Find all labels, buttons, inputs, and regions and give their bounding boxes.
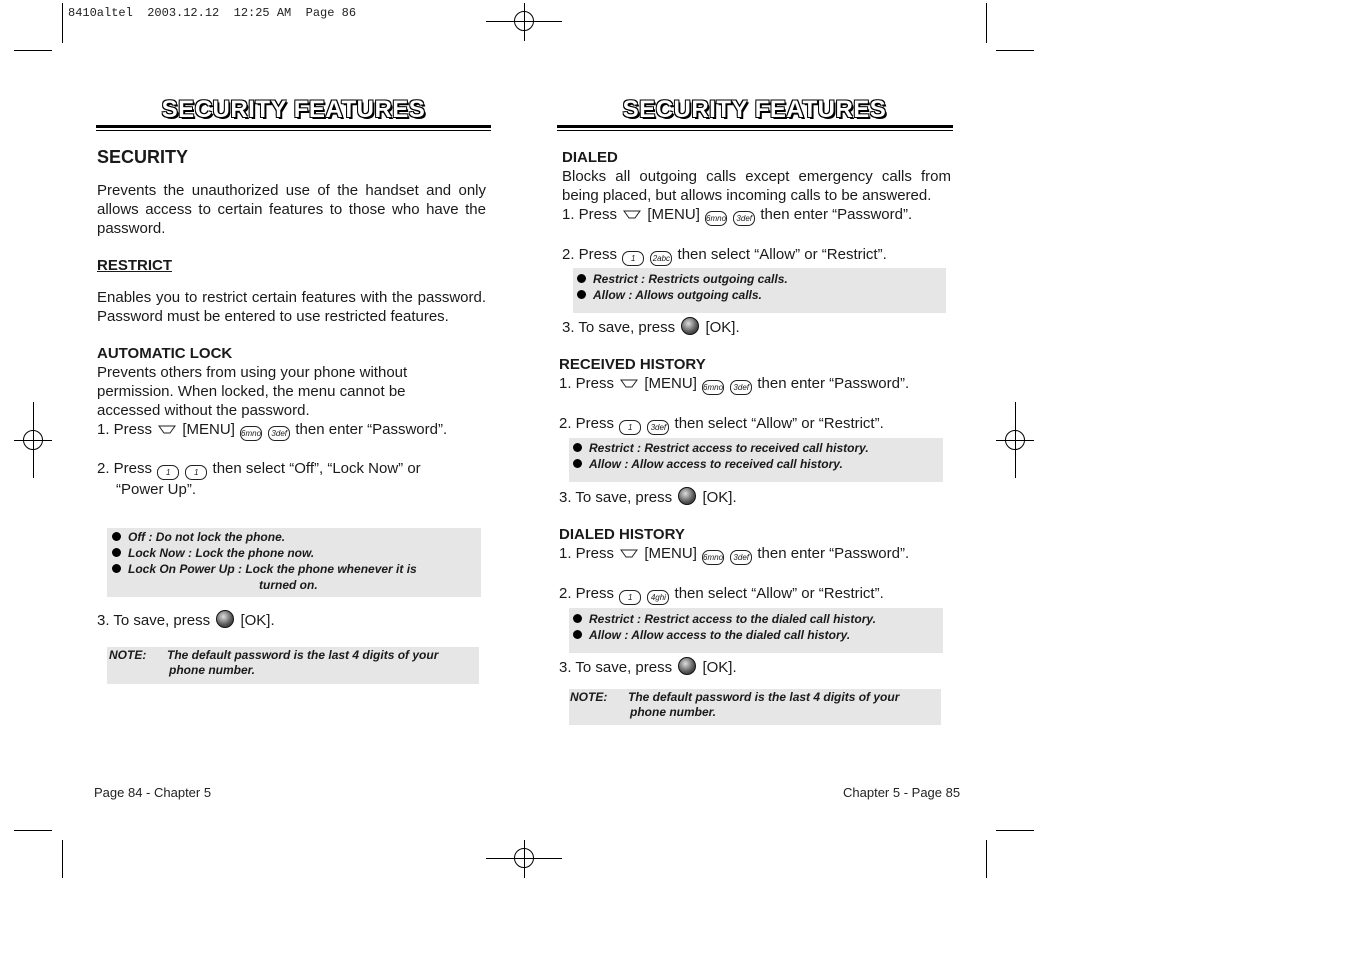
options-box xyxy=(569,608,943,653)
key-3-icon: 3def xyxy=(730,380,752,395)
key-1-icon: 1 xyxy=(185,465,207,480)
print-header: 8410altel 2003.12.12 12:25 AM Page 86 xyxy=(68,6,357,20)
section-heading: DIALED HISTORY xyxy=(559,526,685,543)
section-heading: SECURITY xyxy=(97,147,189,167)
bullet-icon xyxy=(573,614,582,623)
bullet-icon xyxy=(577,290,586,299)
note-box: NOTE: The default password is the last 4 digits of your phone number. xyxy=(569,689,941,725)
bullet-icon xyxy=(573,459,582,468)
option-item: Off : Do not lock the phone. xyxy=(107,529,481,545)
title-rule xyxy=(557,125,953,128)
page-title: SECURITY FEATURES xyxy=(161,96,426,123)
bullet-icon xyxy=(112,532,121,541)
body-text: Prevents the unauthorized use of the handset and only allows access to certain features to those who have the password. xyxy=(97,182,486,237)
title-rule xyxy=(557,130,953,131)
step-2: 2. Press 1 1 then select “Off”, “Lock Now” or “Power Up”. xyxy=(97,460,421,498)
section-heading: RECEIVED HISTORY xyxy=(559,356,706,373)
key-1-icon: 1 xyxy=(619,420,641,435)
ok-button-icon xyxy=(678,657,696,675)
body-text: Enables you to restrict certain features with the password. Password must be entered to use restricted features. xyxy=(97,289,486,325)
crop-mark xyxy=(62,3,63,43)
menu-softkey-icon xyxy=(623,210,641,220)
option-item: Allow : Allow access to the dialed call history. xyxy=(569,627,943,643)
key-3-icon: 3def xyxy=(647,420,669,435)
menu-softkey-icon xyxy=(620,379,638,389)
step-2: 2. Press 1 2abc then select “Allow” or “Restrict”. xyxy=(562,245,951,266)
option-item: Allow : Allow access to received call history. xyxy=(569,456,943,472)
bullet-icon xyxy=(573,443,582,452)
ok-button-icon xyxy=(678,487,696,505)
ok-button-icon xyxy=(216,610,234,628)
page-title: SECURITY FEATURES xyxy=(622,96,887,123)
key-4-icon: 4ghi xyxy=(647,590,669,605)
key-6-icon: 6mno xyxy=(705,211,727,226)
key-3-icon: 3def xyxy=(730,550,752,565)
crop-mark xyxy=(986,3,987,43)
key-6-icon: 6mno xyxy=(240,426,262,441)
key-1-icon: 1 xyxy=(622,251,644,266)
option-item: Lock Now : Lock the phone now. xyxy=(107,545,481,561)
crop-mark xyxy=(986,840,987,878)
step-1: 1. Press [MENU] 6mno 3def then enter “Password”. xyxy=(559,374,951,395)
bullet-icon xyxy=(577,274,586,283)
option-item: Restrict : Restrict access to received call history. xyxy=(569,440,943,456)
options-box xyxy=(569,438,943,482)
step-3: 3. To save, press [OK]. xyxy=(559,489,737,506)
crop-mark xyxy=(14,830,52,831)
registration-mark xyxy=(1005,430,1025,450)
registration-mark xyxy=(23,430,43,450)
step-2: 2. Press 1 3def then select “Allow” or “Restrict”. xyxy=(559,414,951,435)
key-1-icon: 1 xyxy=(157,465,179,480)
body-text: Prevents others from using your phone without permission. When locked, the menu cannot be accessed without the password. xyxy=(97,364,408,419)
options-box xyxy=(573,268,946,313)
step-3: 3. To save, press [OK]. xyxy=(559,659,737,676)
title-rule xyxy=(96,125,491,128)
option-item: Allow : Allows outgoing calls. xyxy=(573,287,946,303)
body-text: Blocks all outgoing calls except emergency calls from being placed, but allows incoming calls to be answered. xyxy=(562,168,951,204)
section-heading: DIALED xyxy=(562,149,618,166)
crop-mark xyxy=(62,840,63,878)
title-rule xyxy=(96,130,491,131)
note-box: NOTE: The default password is the last 4 digits of your phone number. xyxy=(107,647,479,684)
step-3: 3. To save, press [OK]. xyxy=(562,319,740,336)
key-3-icon: 3def xyxy=(268,426,290,441)
key-3-icon: 3def xyxy=(733,211,755,226)
step-3: 3. To save, press [OK]. xyxy=(97,612,275,629)
page-footer: Page 84 - Chapter 5 xyxy=(94,785,212,800)
bullet-icon xyxy=(112,564,121,573)
option-item: Lock On Power Up : Lock the phone whenever it is xyxy=(107,561,481,577)
crop-mark xyxy=(996,830,1034,831)
left-column xyxy=(97,148,486,499)
received-history-section xyxy=(559,355,951,435)
section-heading: AUTOMATIC LOCK xyxy=(97,345,233,362)
step-1: 1. Press [MENU] 6mno 3def then enter “Password”. xyxy=(97,420,486,441)
bullet-icon xyxy=(112,548,121,557)
key-6-icon: 6mno xyxy=(702,550,724,565)
page-footer: Chapter 5 - Page 85 xyxy=(843,785,961,800)
options-box xyxy=(107,528,481,597)
dialed-section xyxy=(562,148,951,266)
menu-softkey-icon xyxy=(620,549,638,559)
menu-softkey-icon xyxy=(158,425,176,435)
step-1: 1. Press [MENU] 6mno 3def then enter “Password”. xyxy=(559,544,951,565)
step-1: 1. Press [MENU] 6mno 3def then enter “Password”. xyxy=(562,205,951,226)
registration-mark xyxy=(514,11,534,31)
key-6-icon: 6mno xyxy=(702,380,724,395)
ok-button-icon xyxy=(681,317,699,335)
crop-mark xyxy=(14,50,52,51)
option-item: Restrict : Restrict access to the dialed call history. xyxy=(569,611,943,627)
bullet-icon xyxy=(573,630,582,639)
key-1-icon: 1 xyxy=(619,590,641,605)
step-2: 2. Press 1 4ghi then select “Allow” or “Restrict”. xyxy=(559,584,951,605)
crop-mark xyxy=(996,50,1034,51)
option-item: Restrict : Restricts outgoing calls. xyxy=(573,271,946,287)
registration-mark xyxy=(514,848,534,868)
dialed-history-section xyxy=(559,525,951,605)
key-2-icon: 2abc xyxy=(650,251,672,266)
section-heading: RESTRICT xyxy=(97,257,172,274)
option-item-cont: turned on. xyxy=(259,578,318,592)
